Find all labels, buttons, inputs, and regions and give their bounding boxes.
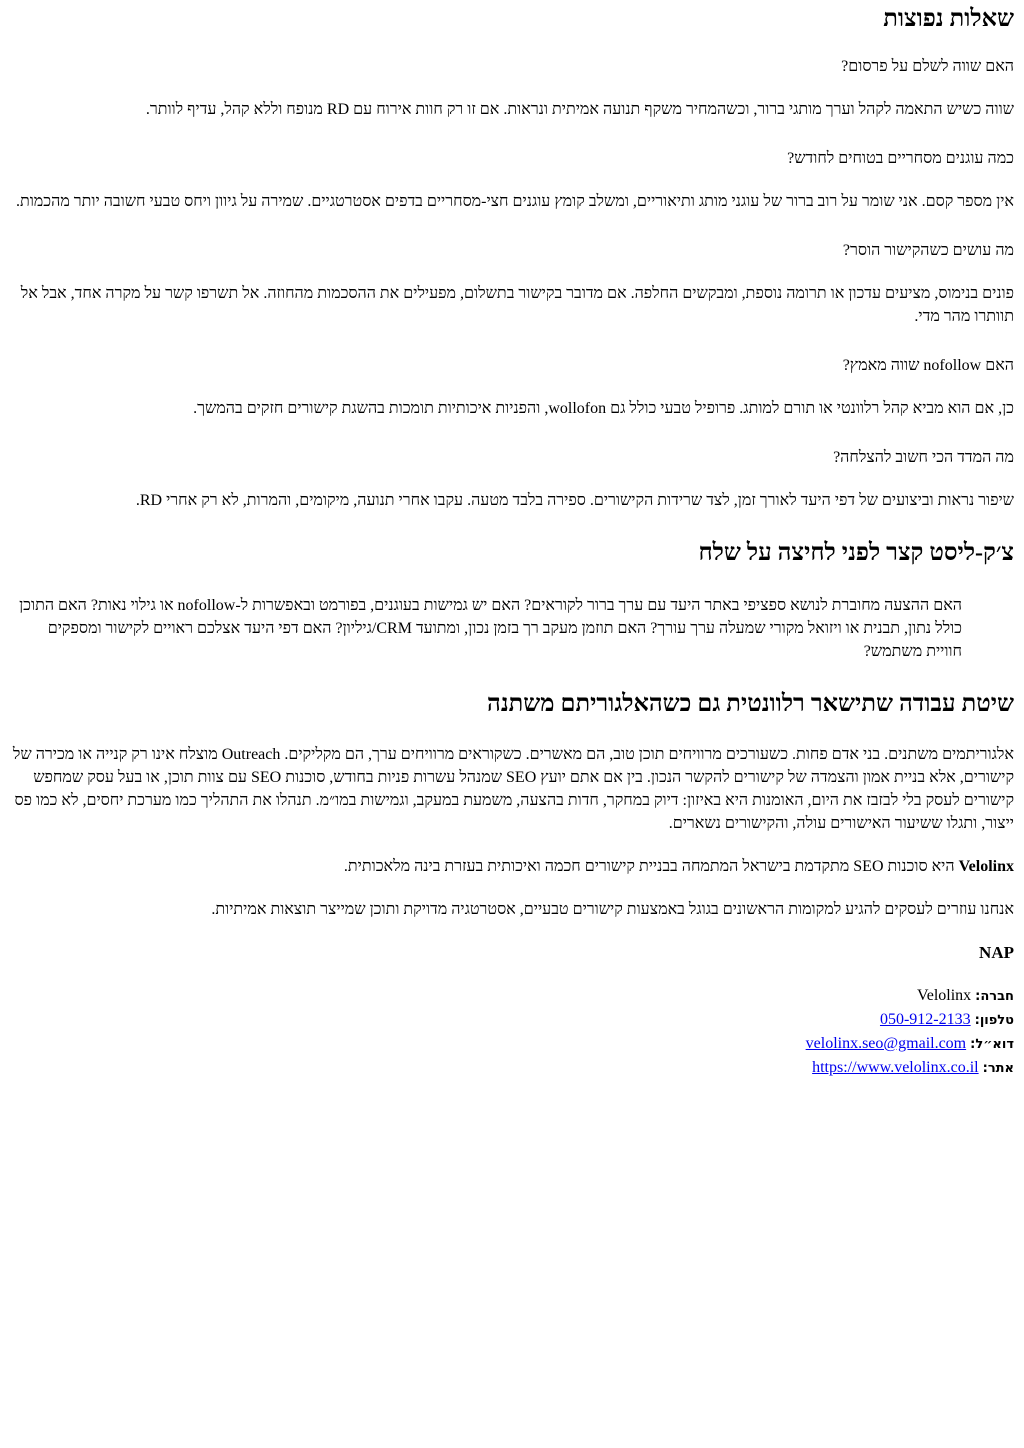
email-row — [10, 1032, 1014, 1056]
email-link[interactable]: velolinx.seo@gmail.com — [805, 1035, 967, 1052]
faq-answer: אין מספר קסם. אני שומר על רוב ברור של עוגני מותג ותיאוריים, ומשלב קומץ עוגנים חצי-מסחריים בדפים אסטרטגיים. שמירה על גיוון ויחס טבעי חשובה יותר מהכמות. — [15, 193, 1014, 210]
company-label: חברה: — [975, 989, 1014, 1004]
nap-heading: NAP — [979, 943, 1014, 962]
about-text — [10, 855, 1014, 878]
method-text: אלגוריתמים משתנים. בני אדם פחות. כשעורכים מרוויחים תוכן טוב, הם מאשרים. כשקוראים מרוויחים ערך, הם מקליקים. Outreach מוצלח אינו רק קנייה או מכירה של קישורים, אלא בניית אמון והצמדה של קישורים להקשר הנכון. בין אם אתם יועץ SEO שמנהל עשרות פניות בחודש, סוכנות SEO עם צוות תוכן, או בעל עסק שמחפש קישורים לעסק בלי לבזבז את היום, האומנות היא באיזון: דיוק במחקר, חדות בהצעה, משמעת במעקב, וגמישות במו״מ. תנהלו את התהליך כמו מערכת יחסים, לא כמו פס ייצור, ותגלו ששיעור האישורים עולה, והקישורים נשארים. — [12, 746, 1014, 832]
faq-answer: שיפור נראות וביצועים של דפי היעד לאורך זמן, לצד שרידות הקישורים. ספירה בלבד מטעה. עקבו אחרי תנועה, מיקומים, והמרות, לא רק אחרי RD. — [135, 492, 1014, 509]
site-row — [10, 1056, 1014, 1080]
contact-info — [10, 984, 1014, 1080]
site-label: אתר: — [982, 1061, 1014, 1076]
faq-answer: פונים בנימוס, מציעים עדכון או תרומה נוספת, ומבקשים החלפה. אם מדובר בקישור בתשלום, מפעילים את ההסכמות מהחוזה. אל תשרפו קשר על מקרה אחד, אבל אל תוותרו מהר מדי. — [20, 285, 1014, 325]
checklist-heading: צ׳ק-ליסט קצר לפני לחיצה על שלח — [698, 540, 1014, 566]
faq-question: האם nofollow שווה מאמץ? — [842, 357, 1014, 374]
phone-row — [10, 1008, 1014, 1032]
phone-label: טלפון: — [974, 1013, 1014, 1028]
company-row — [10, 984, 1014, 1008]
method-heading: שיטת עבודה שתישאר רלוונטית גם כשהאלגוריתם משתנה — [487, 691, 1014, 717]
faq-answer: שווה כשיש התאמה לקהל וערך מותגי ברור, וכשהמחיר משקף תנועה אמיתית ונראות. אם זו רק חוות אירוח עם RD מנופח וללא קהל, עדיף לוותר. — [145, 101, 1014, 118]
about-description: היא סוכנות SEO מתקדמת בישראל המתמחה בבניית קישורים חכמה ואיכותית בעזרת בינה מלאכותית. — [343, 858, 959, 875]
phone-link[interactable]: 050-912-2133 — [879, 1011, 971, 1028]
email-label: דוא״ל: — [970, 1037, 1014, 1052]
site-link[interactable]: https://www.velolinx.co.il — [812, 1059, 979, 1076]
about-text-2: אנחנו עוזרים לעסקים להגיע למקומות הראשונים בגוגל באמצעות קישורים טבעיים, אסטרטגיה מדויקת ותוכן שמייצר תוצאות אמיתיות. — [211, 901, 1014, 918]
faq-heading: שאלות נפוצות — [883, 6, 1014, 32]
faq-question: האם שווה לשלם על פרסום? — [841, 58, 1014, 75]
faq-question: מה המדד הכי חשוב להצלחה? — [833, 449, 1014, 466]
brand-name: Velolinx — [958, 858, 1014, 875]
company-value: Velolinx — [916, 987, 972, 1004]
checklist-text: האם ההצעה מחוברת לנושא ספציפי באתר היעד עם ערך ברור לקוראים? האם יש גמישות בעוגנים, בפורמט ובאפשרות ל-nofollow או גילוי נאות? האם התוכן כולל נתון, תבנית או ויזואל מקורי שמעלה ערך עורך? האם תוזמן מעקב רך בזמן נכון, ומתועד CRM/גיליון? האם דפי היעד אצלכם ראויים לקישור ומספקים חוויית משתמש? — [19, 597, 962, 660]
faq-answer: כן, אם הוא מביא קהל רלוונטי או תורם למותג. פרופיל טבעי כולל גם wollofon, והפניות איכותיות תומכות בהשגת קישורים חזקים בהמשך. — [193, 400, 1014, 417]
faq-question: מה עושים כשהקישור הוסר? — [842, 242, 1014, 259]
faq-question: כמה עוגנים מסחריים בטוחים לחודש? — [787, 150, 1014, 167]
